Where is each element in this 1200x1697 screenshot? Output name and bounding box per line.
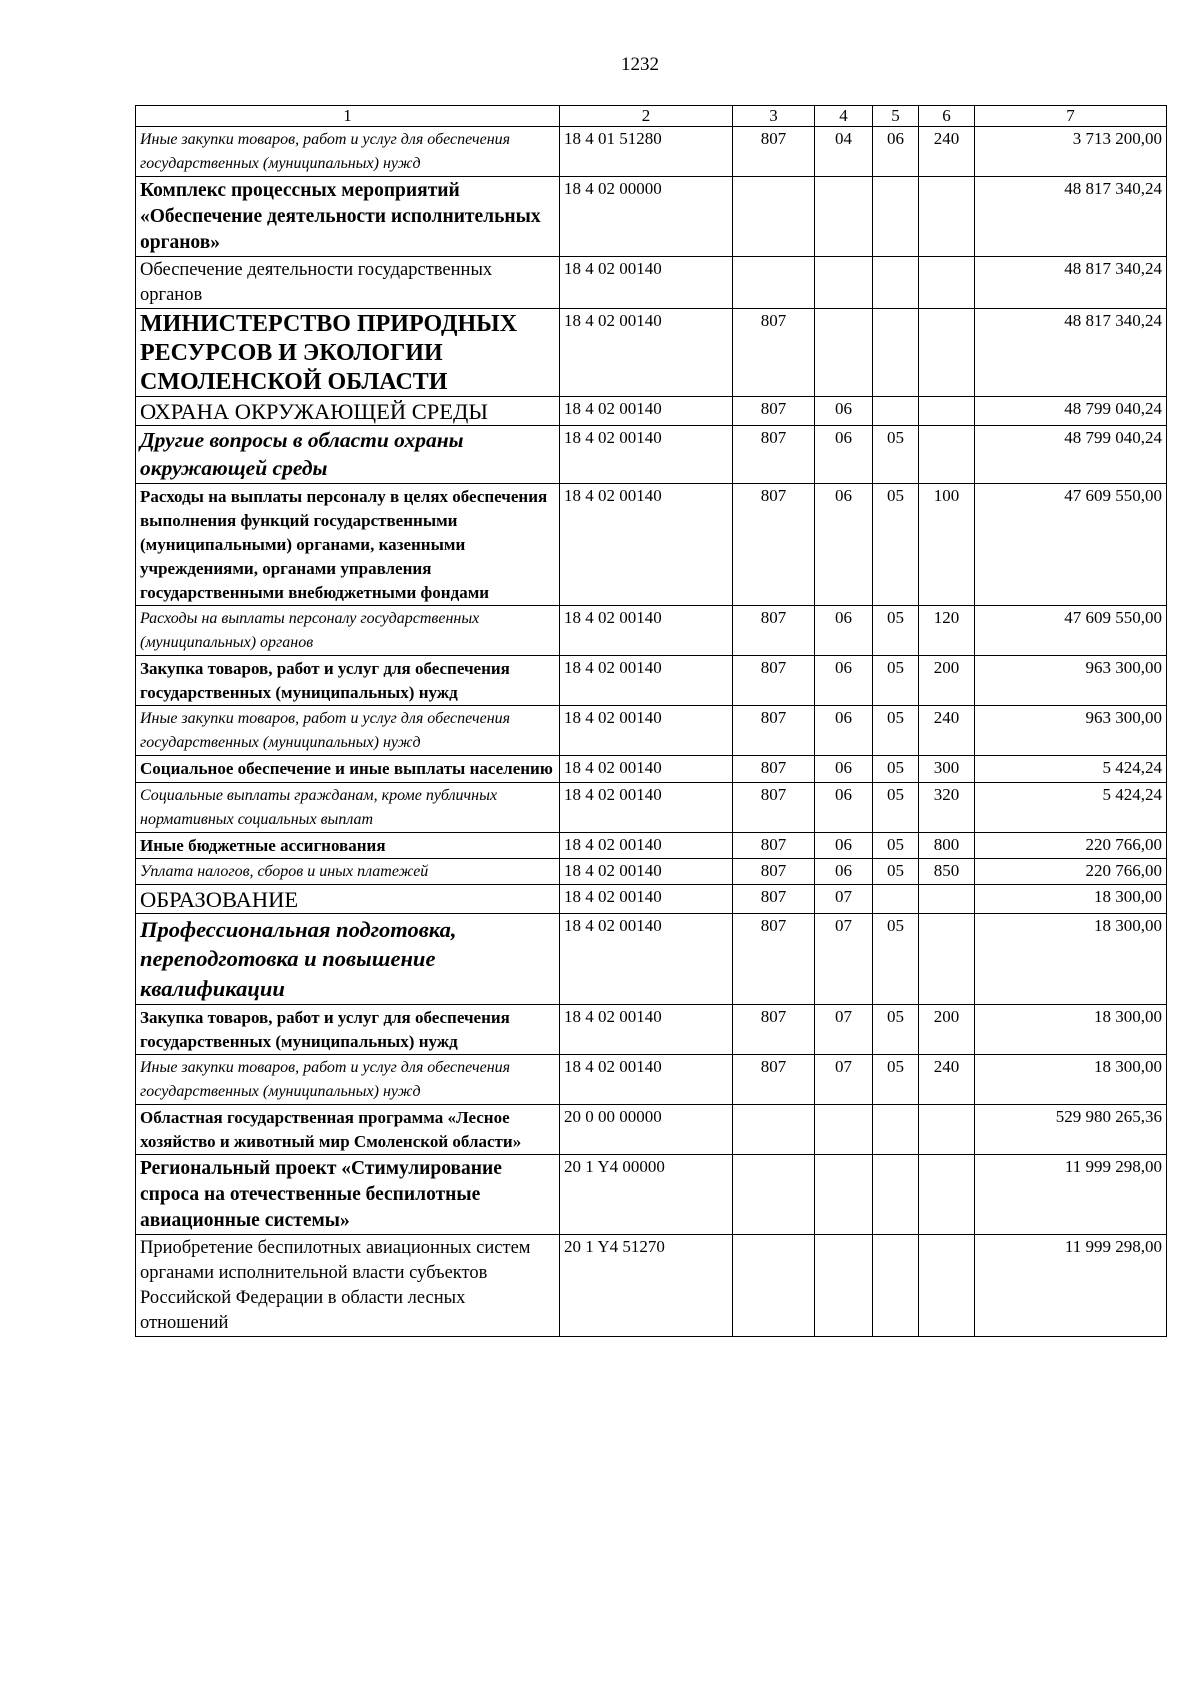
section-code-cell: 06 <box>815 426 873 483</box>
subsection-code-cell: 05 <box>873 858 919 884</box>
grbs-code-cell <box>733 1104 815 1154</box>
expense-type-code-cell <box>919 884 975 913</box>
expense-type-code-cell <box>919 1155 975 1235</box>
grbs-code-cell: 807 <box>733 127 815 177</box>
subsection-code-cell <box>873 1104 919 1154</box>
subsection-code-cell <box>873 177 919 257</box>
subsection-code-cell: 05 <box>873 1054 919 1104</box>
amount-cell: 963 300,00 <box>975 656 1167 706</box>
section-code-cell: 06 <box>815 858 873 884</box>
grbs-code-cell: 807 <box>733 483 815 606</box>
target-article-code-cell: 18 4 02 00140 <box>560 309 733 397</box>
amount-cell: 220 766,00 <box>975 858 1167 884</box>
expense-type-code-cell <box>919 177 975 257</box>
amount-cell: 5 424,24 <box>975 756 1167 782</box>
target-article-code-cell: 18 4 02 00000 <box>560 177 733 257</box>
table-row <box>136 782 1167 832</box>
table-row <box>136 177 1167 257</box>
expense-type-code-cell <box>919 1234 975 1336</box>
row-name-cell: Социальные выплаты гражданам, кроме публичных нормативных социальных выплат <box>136 782 560 832</box>
target-article-code-cell: 18 4 02 00140 <box>560 1054 733 1104</box>
subsection-code-cell <box>873 397 919 426</box>
table-row <box>136 426 1167 483</box>
grbs-code-cell: 807 <box>733 1004 815 1054</box>
table-row <box>136 309 1167 397</box>
row-name-cell: Приобретение беспилотных авиационных систем органами исполнительной власти субъектов Российской Федерации в области лесных отношений <box>136 1234 560 1336</box>
grbs-code-cell: 807 <box>733 858 815 884</box>
grbs-code-cell: 807 <box>733 426 815 483</box>
subsection-code-cell: 05 <box>873 756 919 782</box>
grbs-code-cell <box>733 1234 815 1336</box>
column-header: 6 <box>919 106 975 127</box>
amount-cell: 48 817 340,24 <box>975 309 1167 397</box>
amount-cell: 18 300,00 <box>975 1004 1167 1054</box>
grbs-code-cell: 807 <box>733 1054 815 1104</box>
column-header: 4 <box>815 106 873 127</box>
section-code-cell: 06 <box>815 756 873 782</box>
subsection-code-cell <box>873 309 919 397</box>
target-article-code-cell: 18 4 02 00140 <box>560 706 733 756</box>
grbs-code-cell: 807 <box>733 782 815 832</box>
row-name-cell: ОБРАЗОВАНИЕ <box>136 884 560 913</box>
target-article-code-cell: 20 0 00 00000 <box>560 1104 733 1154</box>
row-name-cell: Социальное обеспечение и иные выплаты населению <box>136 756 560 782</box>
section-code-cell <box>815 257 873 309</box>
table-row <box>136 1155 1167 1235</box>
target-article-code-cell: 18 4 02 00140 <box>560 913 733 1004</box>
expense-type-code-cell <box>919 397 975 426</box>
expense-type-code-cell: 120 <box>919 606 975 656</box>
subsection-code-cell: 05 <box>873 426 919 483</box>
row-name-cell: ОХРАНА ОКРУЖАЮЩЕЙ СРЕДЫ <box>136 397 560 426</box>
grbs-code-cell: 807 <box>733 884 815 913</box>
expense-type-code-cell: 850 <box>919 858 975 884</box>
table-row <box>136 913 1167 1004</box>
target-article-code-cell: 18 4 02 00140 <box>560 257 733 309</box>
target-article-code-cell: 18 4 02 00140 <box>560 1004 733 1054</box>
section-code-cell <box>815 1155 873 1235</box>
grbs-code-cell: 807 <box>733 309 815 397</box>
section-code-cell <box>815 177 873 257</box>
table-row <box>136 656 1167 706</box>
subsection-code-cell: 05 <box>873 656 919 706</box>
expense-type-code-cell <box>919 257 975 309</box>
table-row <box>136 483 1167 606</box>
row-name-cell: Региональный проект «Стимулирование спроса на отечественные беспилотные авиационные системы» <box>136 1155 560 1235</box>
amount-cell: 48 799 040,24 <box>975 426 1167 483</box>
target-article-code-cell: 18 4 01 51280 <box>560 127 733 177</box>
subsection-code-cell <box>873 884 919 913</box>
subsection-code-cell: 05 <box>873 706 919 756</box>
expense-type-code-cell <box>919 913 975 1004</box>
amount-cell: 3 713 200,00 <box>975 127 1167 177</box>
table-row <box>136 127 1167 177</box>
expense-type-code-cell <box>919 426 975 483</box>
subsection-code-cell <box>873 1234 919 1336</box>
budget-table <box>135 105 1167 1337</box>
expense-type-code-cell <box>919 309 975 397</box>
amount-cell: 48 817 340,24 <box>975 177 1167 257</box>
table-row <box>136 1104 1167 1154</box>
table-row <box>136 884 1167 913</box>
column-header: 7 <box>975 106 1167 127</box>
grbs-code-cell <box>733 257 815 309</box>
target-article-code-cell: 18 4 02 00140 <box>560 832 733 858</box>
section-code-cell: 06 <box>815 397 873 426</box>
amount-cell: 220 766,00 <box>975 832 1167 858</box>
section-code-cell <box>815 309 873 397</box>
row-name-cell: Обеспечение деятельности государственных органов <box>136 257 560 309</box>
row-name-cell: Закупка товаров, работ и услуг для обеспечения государственных (муниципальных) нужд <box>136 1004 560 1054</box>
column-number-header-row <box>136 106 1167 127</box>
amount-cell: 18 300,00 <box>975 884 1167 913</box>
row-name-cell: Иные бюджетные ассигнования <box>136 832 560 858</box>
table-row <box>136 397 1167 426</box>
target-article-code-cell: 18 4 02 00140 <box>560 426 733 483</box>
section-code-cell: 07 <box>815 913 873 1004</box>
column-header: 5 <box>873 106 919 127</box>
section-code-cell <box>815 1104 873 1154</box>
expense-type-code-cell: 200 <box>919 1004 975 1054</box>
grbs-code-cell: 807 <box>733 832 815 858</box>
section-code-cell: 04 <box>815 127 873 177</box>
subsection-code-cell: 05 <box>873 782 919 832</box>
row-name-cell: МИНИСТЕРСТВО ПРИРОДНЫХ РЕСУРСОВ И ЭКОЛОГИИ СМОЛЕНСКОЙ ОБЛАСТИ <box>136 309 560 397</box>
row-name-cell: Областная государственная программа «Лесное хозяйство и животный мир Смоленской области» <box>136 1104 560 1154</box>
grbs-code-cell: 807 <box>733 706 815 756</box>
section-code-cell: 07 <box>815 1004 873 1054</box>
expense-type-code-cell: 300 <box>919 756 975 782</box>
amount-cell: 48 817 340,24 <box>975 257 1167 309</box>
grbs-code-cell: 807 <box>733 606 815 656</box>
row-name-cell: Расходы на выплаты персоналу в целях обеспечения выполнения функций государственными (муниципальными) органами, казенными учреждениями, органами управления государственными внебюджетными фондами <box>136 483 560 606</box>
target-article-code-cell: 18 4 02 00140 <box>560 397 733 426</box>
target-article-code-cell: 18 4 02 00140 <box>560 782 733 832</box>
target-article-code-cell: 18 4 02 00140 <box>560 483 733 606</box>
section-code-cell: 06 <box>815 656 873 706</box>
section-code-cell: 06 <box>815 606 873 656</box>
amount-cell: 11 999 298,00 <box>975 1234 1167 1336</box>
amount-cell: 18 300,00 <box>975 1054 1167 1104</box>
amount-cell: 18 300,00 <box>975 913 1167 1004</box>
table-row <box>136 832 1167 858</box>
table-row <box>136 1004 1167 1054</box>
grbs-code-cell: 807 <box>733 397 815 426</box>
table-row <box>136 606 1167 656</box>
subsection-code-cell: 05 <box>873 832 919 858</box>
target-article-code-cell: 20 1 Y4 51270 <box>560 1234 733 1336</box>
section-code-cell: 06 <box>815 483 873 606</box>
grbs-code-cell <box>733 1155 815 1235</box>
row-name-cell: Расходы на выплаты персоналу государственных (муниципальных) органов <box>136 606 560 656</box>
page-number: 1232 <box>621 54 659 75</box>
amount-cell: 47 609 550,00 <box>975 606 1167 656</box>
table-row <box>136 706 1167 756</box>
section-code-cell <box>815 1234 873 1336</box>
subsection-code-cell: 06 <box>873 127 919 177</box>
target-article-code-cell: 18 4 02 00140 <box>560 656 733 706</box>
expense-type-code-cell <box>919 1104 975 1154</box>
column-header: 2 <box>560 106 733 127</box>
amount-cell: 47 609 550,00 <box>975 483 1167 606</box>
table-row <box>136 756 1167 782</box>
table-row <box>136 257 1167 309</box>
section-code-cell: 06 <box>815 832 873 858</box>
target-article-code-cell: 20 1 Y4 00000 <box>560 1155 733 1235</box>
row-name-cell: Комплекс процессных мероприятий «Обеспечение деятельности исполнительных органов» <box>136 177 560 257</box>
row-name-cell: Иные закупки товаров, работ и услуг для обеспечения государственных (муниципальных) нужд <box>136 127 560 177</box>
amount-cell: 11 999 298,00 <box>975 1155 1167 1235</box>
target-article-code-cell: 18 4 02 00140 <box>560 858 733 884</box>
section-code-cell: 07 <box>815 1054 873 1104</box>
row-name-cell: Профессиональная подготовка, переподготовка и повышение квалификации <box>136 913 560 1004</box>
amount-cell: 5 424,24 <box>975 782 1167 832</box>
target-article-code-cell: 18 4 02 00140 <box>560 884 733 913</box>
column-header: 1 <box>136 106 560 127</box>
row-name-cell: Закупка товаров, работ и услуг для обеспечения государственных (муниципальных) нужд <box>136 656 560 706</box>
expense-type-code-cell: 320 <box>919 782 975 832</box>
expense-type-code-cell: 100 <box>919 483 975 606</box>
expense-type-code-cell: 240 <box>919 1054 975 1104</box>
table-row <box>136 1234 1167 1336</box>
expense-type-code-cell: 240 <box>919 127 975 177</box>
target-article-code-cell: 18 4 02 00140 <box>560 606 733 656</box>
grbs-code-cell: 807 <box>733 913 815 1004</box>
subsection-code-cell: 05 <box>873 913 919 1004</box>
table-row <box>136 858 1167 884</box>
amount-cell: 529 980 265,36 <box>975 1104 1167 1154</box>
expense-type-code-cell: 800 <box>919 832 975 858</box>
expense-type-code-cell: 200 <box>919 656 975 706</box>
expense-type-code-cell: 240 <box>919 706 975 756</box>
grbs-code-cell <box>733 177 815 257</box>
row-name-cell: Другие вопросы в области охраны окружающей среды <box>136 426 560 483</box>
target-article-code-cell: 18 4 02 00140 <box>560 756 733 782</box>
row-name-cell: Иные закупки товаров, работ и услуг для обеспечения государственных (муниципальных) нужд <box>136 706 560 756</box>
column-header: 3 <box>733 106 815 127</box>
subsection-code-cell: 05 <box>873 483 919 606</box>
subsection-code-cell: 05 <box>873 1004 919 1054</box>
subsection-code-cell: 05 <box>873 606 919 656</box>
grbs-code-cell: 807 <box>733 756 815 782</box>
subsection-code-cell <box>873 257 919 309</box>
section-code-cell: 06 <box>815 706 873 756</box>
section-code-cell: 07 <box>815 884 873 913</box>
table-row <box>136 1054 1167 1104</box>
amount-cell: 48 799 040,24 <box>975 397 1167 426</box>
amount-cell: 963 300,00 <box>975 706 1167 756</box>
row-name-cell: Уплата налогов, сборов и иных платежей <box>136 858 560 884</box>
section-code-cell: 06 <box>815 782 873 832</box>
row-name-cell: Иные закупки товаров, работ и услуг для обеспечения государственных (муниципальных) нужд <box>136 1054 560 1104</box>
subsection-code-cell <box>873 1155 919 1235</box>
grbs-code-cell: 807 <box>733 656 815 706</box>
